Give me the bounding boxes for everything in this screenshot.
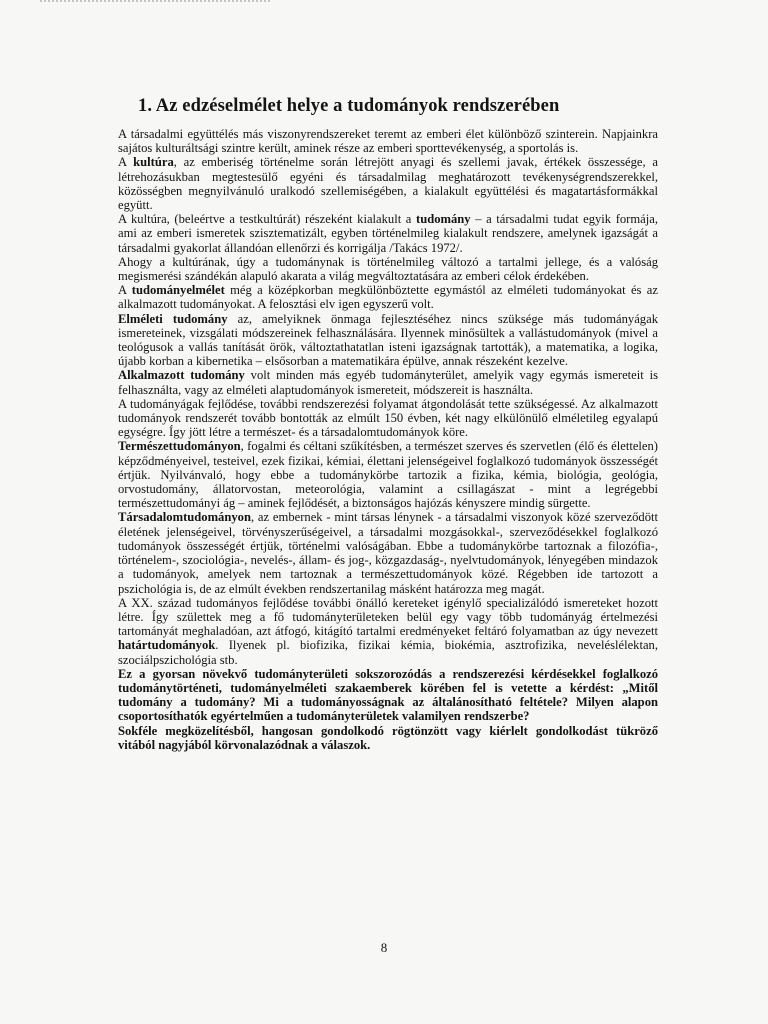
bold-text-run: Társadalomtudományon (118, 510, 251, 525)
bold-text-run: tudományelmélet (131, 283, 225, 298)
paragraph (118, 255, 658, 283)
text-run: A XX. század tudományos fejlődése további önálló kereteket igénylő specializálódó ismereteket hozott létre. Így születtek meg a fő tudományterületeken belül egy vagy több tudományág értelmezési tartományát meghaladóan, azt átfogó, kitágító tartalmi eredményeket feltáró folyamatban az úgy nevezett (118, 595, 658, 639)
paragraph (118, 724, 658, 752)
text-run: A (118, 155, 134, 170)
paragraph (118, 667, 658, 724)
paragraph (118, 212, 658, 255)
text-run: volt minden más egyéb tudományterület, amelyik vagy egymás ismereteit is felhasználta, vagy az elméleti alaptudományok ismereteit, módszereit is használta. (118, 368, 658, 397)
bold-text-run: Természettudományon (118, 439, 241, 454)
paragraph (118, 155, 658, 212)
text-run: Ahogy a kultúrának, úgy a tudománynak is történelmileg változó a tartalmi jellege, és a valóság megismerési szándékán alapuló akarata a világ megváltoztatására az emberi célok érdekében. (118, 254, 658, 284)
text-run: A kultúra, (beleértve a testkultúrát) részeként kialakult a (118, 212, 416, 227)
bold-text-run: Sokféle megközelítésből, hangosan gondolkodó rögtönzött vagy kiérlelt gondolkodást tükröző vitából nagyjából körvonalazódnak a válaszok. (118, 723, 658, 752)
page-number: 8 (380, 940, 388, 955)
paragraph (118, 439, 658, 510)
text-run: , az embernek - mint társas lénynek - a társadalmi viszonyok közé szerveződött életének jelenségeivel, törvényszerűségeivel, a társadalmi mozgásokkal-, szerveződésekkel foglalkozó tudományok összességét értjük, történelmi valóságában. Ebbe a tudománykörbe tartoznak a filozófia-, történelem-, szociológia-, nevelés-, állam- és jog-, közgazdaság-, nyelvtudományok, lényegében mindazok a tudományok, amelyek nem tartoznak a természettudományok közé. Régebben ide tartozott a pszichológia is, de az elmúlt években rendszertanilag másként határozza meg magát. (118, 510, 658, 596)
body-text (118, 127, 658, 752)
text-run: A társadalmi együttélés más viszonyrendszereket teremt az emberi élet különböző szinterein. Napjainkra sajátos kulturáltsági szintre került, aminek része az emberi sporttevékenység, a sportolás is. (118, 127, 658, 156)
text-run: , fogalmi és céltani szűkítésben, a természet szerves és szervetlen (élő és élettelen) képződményeivel, testeivel, ezek fizikai, kémiai, élettani jelenségeivel foglalkozó tudományok összességét értjük. Nyilvánvaló, hogy ebbe a tudománykörbe tartozik a fizika, kémia, biológia, geológia, orvostudomány, állatorvostan, meteorológia, valamint a csillagászat - mint a legrégebbi természettudományi ág – aminek fejlődését, a biztonságos hajózás kényszere mindig sürgette. (118, 439, 658, 511)
paragraph (118, 283, 658, 311)
paragraph (118, 127, 658, 155)
bold-text-run: tudomány (416, 212, 471, 227)
paragraph (118, 368, 658, 396)
bold-text-run: határtudományok (118, 638, 216, 653)
text-run: A (118, 283, 132, 298)
scan-artifact (40, 0, 270, 12)
paragraph (118, 596, 658, 667)
paragraph (118, 312, 658, 369)
text-run: A tudományágak fejlődése, további rendszerezési folyamat átgondolását tette szükségessé. Az alkalmazott tudományok rendszerét tovább bontották az elmúlt 150 évben, két nagy elkülönülő elméletileg egyalapú egységre. Így jött létre a természet- és a társadalomtudományok köre. (118, 396, 658, 440)
bold-text-run: Ez a gyorsan növekvő tudományterületi sokszorozódás a rendszerezési kérdésekkel foglalkozó tudománytörténeti, tudományelméleti szakaemberek körében fel is vetette a kérdést: „Mitől tudomány a tudomány? Mi a tudományosságnak az általánosítható feltétele? Milyen alapon csoportosíthatók egyértelműen a tudományterületek valamilyen rendszerbe? (118, 666, 658, 724)
bold-text-run: kultúra (133, 155, 174, 170)
bold-text-run: Elméleti tudomány (118, 311, 228, 326)
paragraph (118, 510, 658, 595)
text-run: még a középkorban megkülönböztette egymástól az elméleti tudományokat és az alkalmazott tudományokat. A felosztási elv igen egyszerű volt. (118, 283, 658, 312)
text-run: . Ilyenek pl. biofizika, fizikai kémia, biokémia, asztrofizika, neveléslélektan, szociálpszichológia stb. (118, 638, 658, 667)
text-run: , az emberiség történelme során létrejött anyagi és szellemi javak, értékek összessége, a létrehozásukban megtestesülő egyéni és társadalmilag meghatározott tevékenységrendszerekkel, közösségben megnyilvánuló uralkodó szellemiségében, a kialakult együttélési és magatartásformákkal együtt. (118, 155, 658, 213)
page-content (118, 96, 658, 752)
paragraph (118, 397, 658, 440)
chapter-heading: 1. Az edzéselmélet helye a tudományok rendszerében (138, 96, 560, 116)
text-run: – a társadalmi tudat egyik formája, ami az emberi ismeretek szisztematizált, egyben történelmileg kialakult rendszere, amelynek igazságát a társadalmi gyakorlat állandóan ellenőrzi és korrigálja /Takács 1972/. (118, 212, 658, 255)
bold-text-run: Alkalmazott tudomány (118, 368, 245, 383)
text-run: az, amelyiknek önmaga fejlesztéséhez nincs szüksége más tudományágak ismereteinek, vizsgálati módszereinek felhasználására. Ilyennek minősültek a vallástudományok (mivel a teológusok a vallás tanítását örök, változtathatatlan isteni igazságnak tartották), a matematika, a logika, újabb korban a kibernetika – elsősorban a matematikára épülve, annak részeként kezelve. (118, 311, 658, 369)
